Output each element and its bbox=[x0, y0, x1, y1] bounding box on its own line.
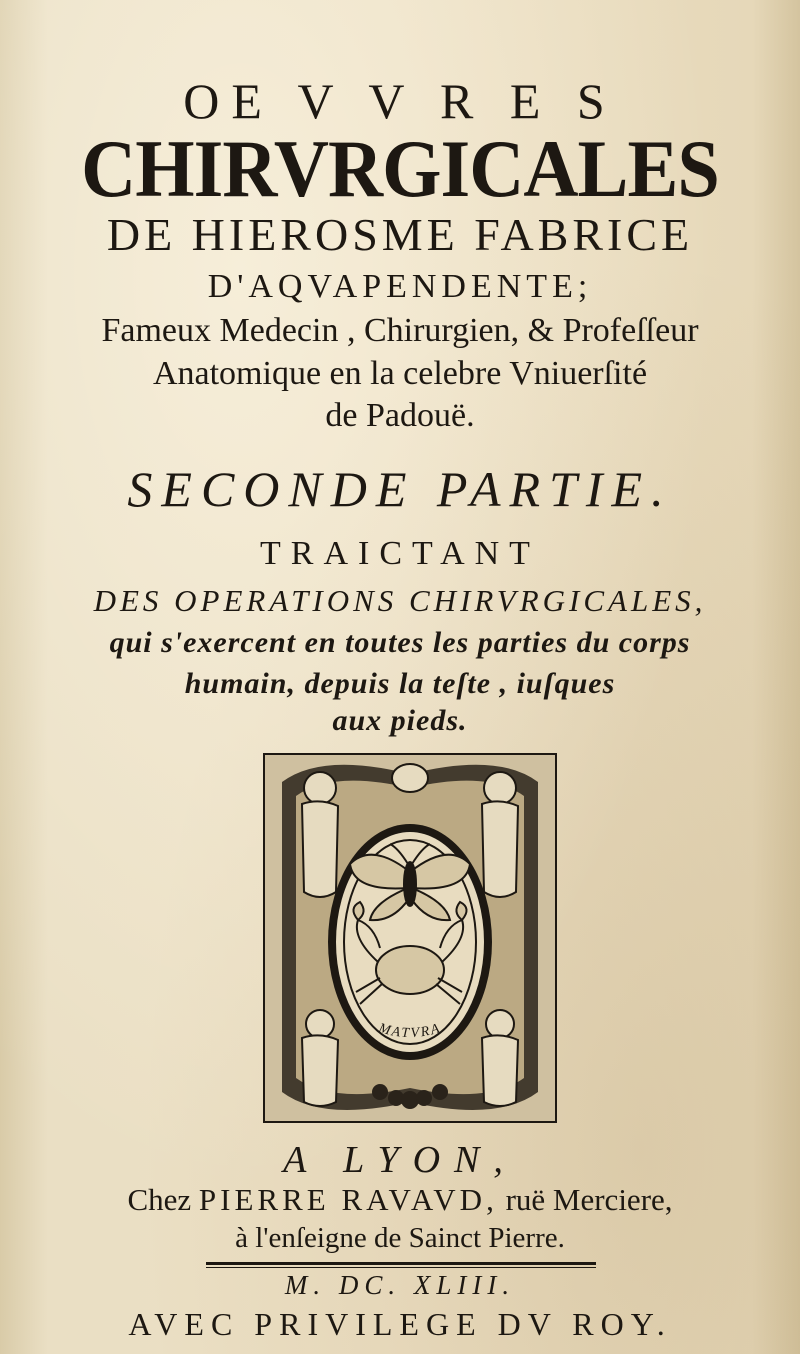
imprint-printer-line bbox=[0, 1182, 800, 1218]
imprint-printer-name: PIERRE RAVAVD, bbox=[198, 1182, 498, 1217]
author-description-line-2: Anatomique en la celebre Vniuerſité bbox=[152, 355, 648, 392]
device-motto: MATVRA bbox=[376, 1021, 444, 1042]
subject-line-3: humain, depuis la teſte , iuſques bbox=[184, 667, 616, 700]
imprint-city: A LYON, bbox=[283, 1139, 517, 1181]
subject-line-1: DES OPERATIONS CHIRVRGICALES, bbox=[93, 583, 707, 618]
imprint-year: M. DC. XLIII. bbox=[284, 1270, 516, 1300]
author-line: DE HIEROSME FABRICE bbox=[106, 209, 694, 260]
imprint-sign: à l'enſeigne de Sainct Pierre. bbox=[235, 1222, 565, 1254]
title-line-oeuvres: OE V V R E S bbox=[183, 73, 617, 129]
author-place-line: D'AQVAPENDENTE; bbox=[207, 268, 593, 305]
imprint-rule bbox=[206, 1262, 596, 1265]
author-description-line-3: de Padouë. bbox=[325, 397, 475, 434]
traictant-line: TRAICTANT bbox=[260, 535, 540, 572]
subject-line-4: aux pieds. bbox=[332, 704, 468, 737]
imprint-printer-prefix: Chez bbox=[127, 1182, 192, 1217]
imprint-privilege: AVEC PRIVILEGE DV ROY. bbox=[128, 1306, 672, 1342]
author-description-line-1: Fameux Medecin , Chirurgien, & Profeſſeur bbox=[101, 312, 699, 349]
part-heading: SECONDE PARTIE. bbox=[127, 461, 673, 517]
title-line-chirurgicales: CHIRVRGICALES bbox=[81, 123, 719, 214]
imprint-printer-suffix: ruë Merciere, bbox=[505, 1182, 673, 1217]
subject-line-2: qui s'exercent en toutes les parties du corps bbox=[109, 626, 691, 659]
printers-device-butterfly-crab-icon bbox=[262, 752, 558, 1124]
imprint-rule-thin bbox=[206, 1267, 596, 1268]
